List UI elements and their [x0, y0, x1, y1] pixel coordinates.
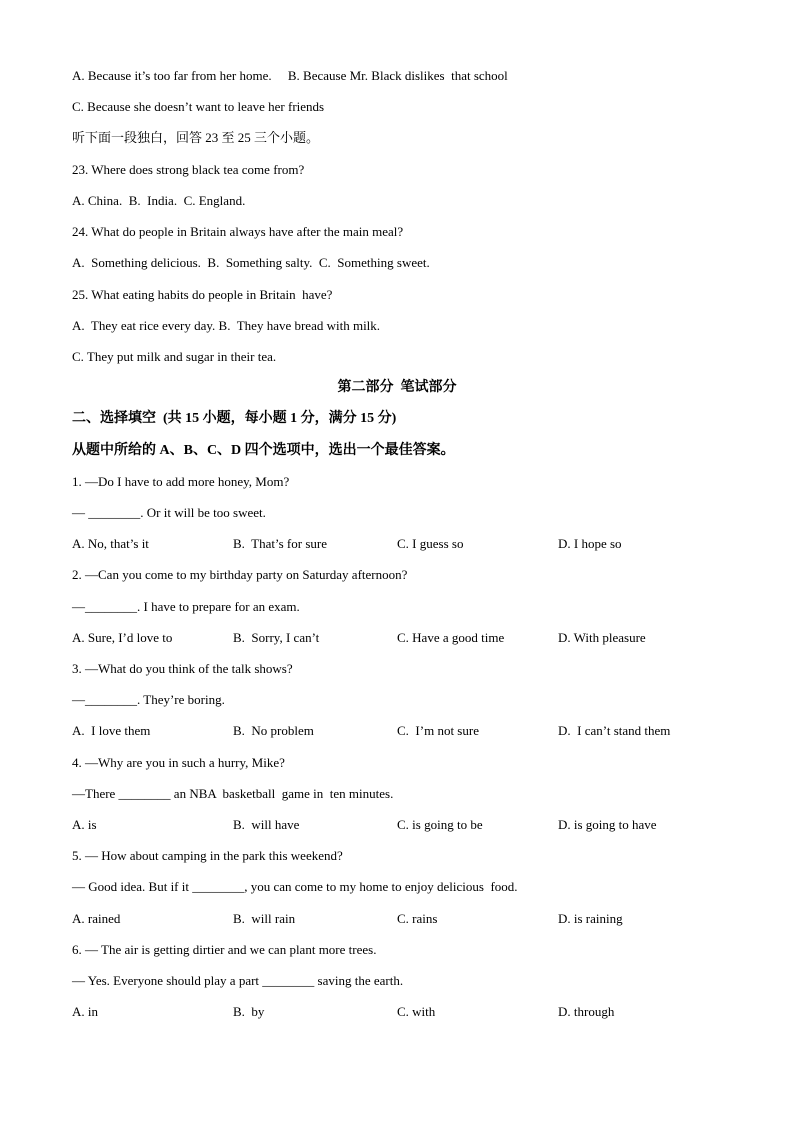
- q3-option-b: B. No problem: [233, 723, 314, 738]
- q3-options: [0, 723, 794, 739]
- q5-stem: 5. — How about camping in the park this weekend?: [72, 848, 343, 863]
- q6-option-b: B. by: [233, 1004, 265, 1019]
- q5-response: — Good idea. But if it ________, you can come to my home to enjoy delicious food.: [72, 879, 518, 894]
- q23-stem: 23. Where does strong black tea come from?: [72, 162, 305, 177]
- q3-option-c: C. I’m not sure: [397, 723, 479, 738]
- q3-option-a: A. I love them: [72, 723, 151, 738]
- q6-stem: 6. — The air is getting dirtier and we can plant more trees.: [72, 942, 377, 957]
- q2-option-d: D. With pleasure: [558, 630, 646, 645]
- q1-option-d: D. I hope so: [558, 536, 622, 551]
- q4-option-a: A. is: [72, 817, 97, 832]
- q5-option-a: A. rained: [72, 911, 121, 926]
- q6-option-c: C. with: [397, 1004, 436, 1019]
- q2-stem: 2. —Can you come to my birthday party on Saturday afternoon?: [72, 567, 408, 582]
- q4-option-b: B. will have: [233, 817, 300, 832]
- listening-instruction: 听下面一段独白，回答 23 至 25 三个小题。: [72, 130, 320, 145]
- q2-option-b: B. Sorry, I can’t: [233, 630, 320, 645]
- section-instruction: 从题中所给的 A、B、C、D 四个选项中，选出一个最佳答案。: [72, 443, 455, 458]
- q24-stem: 24. What do people in Britain always have after the main meal?: [72, 224, 404, 239]
- q4-option-d: D. is going to have: [558, 817, 657, 832]
- q2-options: [0, 630, 794, 646]
- q25-option-c: C. They put milk and sugar in their tea.: [72, 349, 277, 364]
- q2-option-c: C. Have a good time: [397, 630, 505, 645]
- q2-response: —________. I have to prepare for an exam.: [72, 599, 300, 614]
- q1-stem: 1. —Do I have to add more honey, Mom?: [72, 474, 290, 489]
- q1-option-c: C. I guess so: [397, 536, 464, 551]
- section-two-heading: 二、选择填空 (共 15 小题，每小题 1 分，满分 15 分): [72, 411, 397, 426]
- q1-options: [0, 536, 794, 552]
- q6-option-a: A. in: [72, 1004, 98, 1019]
- q1-option-a: A. No, that’s it: [72, 536, 149, 551]
- q4-option-c: C. is going to be: [397, 817, 483, 832]
- q6-option-d: D. through: [558, 1004, 615, 1019]
- q5-option-c: C. rains: [397, 911, 438, 926]
- q3-stem: 3. —What do you think of the talk shows?: [72, 661, 293, 676]
- q22-option-c: C. Because she doesn’t want to leave her friends: [72, 99, 325, 114]
- q5-options: [0, 911, 794, 927]
- q25-options-ab: A. They eat rice every day. B. They have bread with milk.: [72, 318, 381, 333]
- part-two-heading: 第二部分 笔试部分: [337, 380, 457, 395]
- q3-option-d: D. I can’t stand them: [558, 723, 671, 738]
- q22-options-ab: A. Because it’s too far from her home. B. Because Mr. Black dislikes that school: [72, 68, 508, 83]
- q6-response: — Yes. Everyone should play a part ________ saving the earth.: [72, 973, 404, 988]
- q4-stem: 4. —Why are you in such a hurry, Mike?: [72, 755, 285, 770]
- q24-options: A. Something delicious. B. Something salty. C. Something sweet.: [72, 255, 430, 270]
- q1-option-b: B. That’s for sure: [233, 536, 327, 551]
- q5-option-d: D. is raining: [558, 911, 623, 926]
- q4-options: [0, 817, 794, 833]
- q6-options: [0, 1004, 794, 1020]
- q25-stem: 25. What eating habits do people in Britain have?: [72, 287, 333, 302]
- q5-option-b: B. will rain: [233, 911, 296, 926]
- q4-response: —There ________ an NBA basketball game in ten minutes.: [72, 786, 394, 801]
- q1-response: — ________. Or it will be too sweet.: [72, 505, 266, 520]
- q23-options: A. China. B. India. C. England.: [72, 193, 246, 208]
- q3-response: —________. They’re boring.: [72, 692, 225, 707]
- q2-option-a: A. Sure, I’d love to: [72, 630, 173, 645]
